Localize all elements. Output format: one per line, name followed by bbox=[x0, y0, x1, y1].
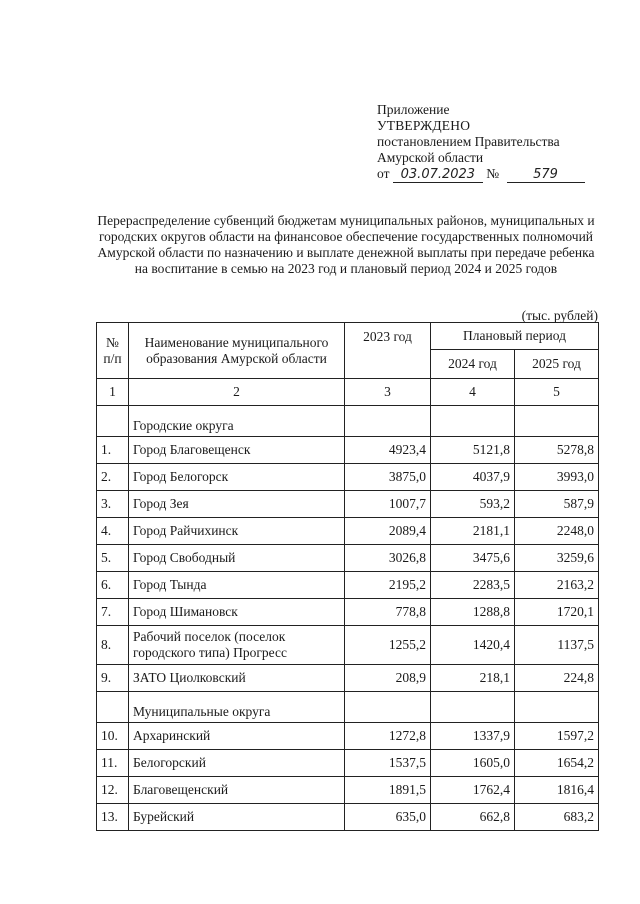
value-2024: 3475,6 bbox=[431, 545, 515, 572]
document-title: Перераспределение субвенций бюджетам муниципальных районов, муниципальных и городских округов области на финансовое обеспечение государственных полномочий Амурской области по назначению и выплате денежной выплаты при передаче ребенка на воспитание в семью на 2023 год и плановый период 2024 и 2025 годов bbox=[97, 213, 595, 276]
table-row bbox=[97, 599, 599, 626]
header-planned-period: Плановый период bbox=[431, 323, 599, 350]
header-number: № п/п bbox=[97, 323, 129, 379]
value-2025: 1816,4 bbox=[515, 777, 599, 804]
approved-label: УТВЕРЖДЕНО bbox=[377, 118, 471, 133]
row-number: 12. bbox=[97, 777, 129, 804]
value-2025: 1597,2 bbox=[515, 723, 599, 750]
value-2024: 662,8 bbox=[431, 804, 515, 831]
value-2024: 1288,8 bbox=[431, 599, 515, 626]
date-prefix: от bbox=[377, 166, 390, 181]
value-2024: 1762,4 bbox=[431, 777, 515, 804]
value-2023: 3875,0 bbox=[345, 464, 431, 491]
column-number: 2 bbox=[129, 379, 345, 406]
municipality-name: Город Благовещенск bbox=[129, 437, 345, 464]
value-2023: 2089,4 bbox=[345, 518, 431, 545]
value-2025: 2163,2 bbox=[515, 572, 599, 599]
value-2024: 1337,9 bbox=[431, 723, 515, 750]
row-number: 13. bbox=[97, 804, 129, 831]
appendix-label: Приложение bbox=[377, 102, 450, 117]
row-number: 8. bbox=[97, 626, 129, 665]
municipality-name: Город Свободный bbox=[129, 545, 345, 572]
value-2023: 2195,2 bbox=[345, 572, 431, 599]
number-prefix: № bbox=[486, 166, 500, 181]
row-number: 3. bbox=[97, 491, 129, 518]
municipality-name: Белогорский bbox=[129, 750, 345, 777]
municipality-name: Благовещенский bbox=[129, 777, 345, 804]
municipality-name: Город Зея bbox=[129, 491, 345, 518]
value-2025: 587,9 bbox=[515, 491, 599, 518]
section-title: Городские округа bbox=[129, 406, 345, 437]
value-2024: 2181,1 bbox=[431, 518, 515, 545]
section-row-municipal-districts bbox=[97, 692, 599, 723]
column-number: 5 bbox=[515, 379, 599, 406]
table-row bbox=[97, 626, 599, 665]
municipality-name: Архаринский bbox=[129, 723, 345, 750]
value-2025: 3259,6 bbox=[515, 545, 599, 572]
value-2023: 208,9 bbox=[345, 665, 431, 692]
resolution-number: 579 bbox=[507, 168, 585, 183]
table-row bbox=[97, 518, 599, 545]
municipality-name: Город Белогорск bbox=[129, 464, 345, 491]
date-number-line bbox=[377, 166, 607, 183]
table-row bbox=[97, 804, 599, 831]
value-2025: 1137,5 bbox=[515, 626, 599, 665]
table-row bbox=[97, 464, 599, 491]
table-row bbox=[97, 572, 599, 599]
row-number: 1. bbox=[97, 437, 129, 464]
units-label: (тыс. рублей) bbox=[521, 308, 598, 323]
value-2025: 1654,2 bbox=[515, 750, 599, 777]
value-2025: 224,8 bbox=[515, 665, 599, 692]
row-number: 7. bbox=[97, 599, 129, 626]
approval-block bbox=[377, 102, 607, 183]
table-row bbox=[97, 491, 599, 518]
value-2023: 3026,8 bbox=[345, 545, 431, 572]
value-2025: 5278,8 bbox=[515, 437, 599, 464]
municipality-name: Город Тында bbox=[129, 572, 345, 599]
row-number: 6. bbox=[97, 572, 129, 599]
column-number-row bbox=[97, 379, 599, 406]
value-2023: 4923,4 bbox=[345, 437, 431, 464]
row-number: 9. bbox=[97, 665, 129, 692]
value-2023: 778,8 bbox=[345, 599, 431, 626]
municipality-name: ЗАТО Циолковский bbox=[129, 665, 345, 692]
table-row bbox=[97, 665, 599, 692]
municipality-name: Рабочий поселок (поселок городского типа) Прогресс bbox=[129, 626, 345, 665]
subvention-table bbox=[96, 322, 599, 831]
value-2025: 1720,1 bbox=[515, 599, 599, 626]
header-2023: 2023 год bbox=[345, 323, 431, 379]
value-2023: 1272,8 bbox=[345, 723, 431, 750]
header-2025: 2025 год bbox=[515, 350, 599, 379]
section-row-city-districts bbox=[97, 406, 599, 437]
row-number: 4. bbox=[97, 518, 129, 545]
row-number: 10. bbox=[97, 723, 129, 750]
column-number: 3 bbox=[345, 379, 431, 406]
value-2024: 1605,0 bbox=[431, 750, 515, 777]
value-2025: 683,2 bbox=[515, 804, 599, 831]
value-2024: 218,1 bbox=[431, 665, 515, 692]
section-title: Муниципальные округа bbox=[129, 692, 345, 723]
value-2025: 2248,0 bbox=[515, 518, 599, 545]
header-2024: 2024 год bbox=[431, 350, 515, 379]
value-2024: 4037,9 bbox=[431, 464, 515, 491]
value-2023: 1891,5 bbox=[345, 777, 431, 804]
column-number: 1 bbox=[97, 379, 129, 406]
region-label: Амурской области bbox=[377, 150, 484, 165]
value-2024: 2283,5 bbox=[431, 572, 515, 599]
table-row bbox=[97, 777, 599, 804]
header-name: Наименование муниципального образования Амурской области bbox=[129, 323, 345, 379]
value-2023: 1537,5 bbox=[345, 750, 431, 777]
resolution-date: 03.07.2023 bbox=[393, 168, 483, 183]
value-2023: 635,0 bbox=[345, 804, 431, 831]
table-row bbox=[97, 723, 599, 750]
table-row bbox=[97, 437, 599, 464]
municipality-name: Город Райчихинск bbox=[129, 518, 345, 545]
row-number: 5. bbox=[97, 545, 129, 572]
row-number: 11. bbox=[97, 750, 129, 777]
value-2023: 1007,7 bbox=[345, 491, 431, 518]
value-2023: 1255,2 bbox=[345, 626, 431, 665]
value-2024: 5121,8 bbox=[431, 437, 515, 464]
value-2024: 593,2 bbox=[431, 491, 515, 518]
table-row bbox=[97, 545, 599, 572]
table-row bbox=[97, 750, 599, 777]
value-2024: 1420,4 bbox=[431, 626, 515, 665]
row-number: 2. bbox=[97, 464, 129, 491]
municipality-name: Бурейский bbox=[129, 804, 345, 831]
value-2025: 3993,0 bbox=[515, 464, 599, 491]
municipality-name: Город Шимановск bbox=[129, 599, 345, 626]
resolution-label: постановлением Правительства bbox=[377, 134, 560, 149]
column-number: 4 bbox=[431, 379, 515, 406]
